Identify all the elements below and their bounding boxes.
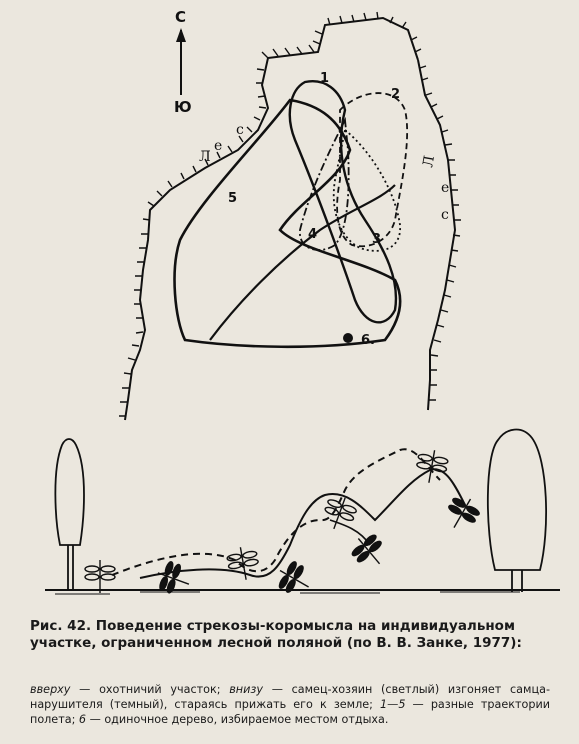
trajectory-label-3: 3 <box>372 232 382 247</box>
legend-range-text: — разные траектории полета; <box>30 698 550 726</box>
compass-arrow-icon <box>176 28 186 42</box>
trajectory-label-5: 5 <box>228 191 238 206</box>
compass-south-label: Ю <box>174 98 192 116</box>
dragonfly-intruder-icon <box>347 529 391 574</box>
trajectory-3 <box>334 130 400 251</box>
edge-label-right-l: Л <box>420 154 438 169</box>
legend-top-label: вверху <box>30 683 71 696</box>
legend-top-text: — охотничий участок; <box>70 683 230 696</box>
flight-trajectories <box>175 81 408 347</box>
figure-legend <box>30 682 550 727</box>
trajectory-label-6: 6. <box>361 333 375 348</box>
edge-label-left-e: е <box>214 138 223 154</box>
trajectory-label-2: 2 <box>391 87 401 102</box>
compass <box>174 8 192 116</box>
intruder-chase-path <box>140 469 465 578</box>
legend-bottom-text: — самец-хозяин (светлый) изгоняет самца-нарушителя (темный), стараясь прижать его к земле; <box>30 683 550 711</box>
dragonfly-host-icon <box>85 560 115 593</box>
forest-edge-right <box>418 60 455 410</box>
forest-edge-left <box>125 18 418 420</box>
legend-range-label: 1—5 <box>380 698 406 711</box>
legend-six-text: — одиночное дерево, избираемое местом отдыха. <box>86 713 389 726</box>
tree-right-icon <box>488 430 546 592</box>
legend-six-label: 6 <box>78 713 87 726</box>
chase-scene <box>45 430 560 600</box>
figure-caption: Рис. 42. Поведение стрекозы-коромысла на индивидуальном участке, ограниченном лесной поляной (по В. В. Занке, 1977): <box>30 618 522 651</box>
edge-label-right-e: е <box>441 180 450 196</box>
trajectory-label-4: 4 <box>308 227 318 242</box>
legend-bottom-label: внизу <box>229 683 263 696</box>
edge-label-right-s: с <box>441 207 449 223</box>
trajectory-label-1: 1 <box>320 71 330 86</box>
edge-label-left-l: Л <box>199 149 211 165</box>
host-chase-path <box>112 449 440 575</box>
dragonfly-host-icon <box>320 493 359 534</box>
rest-tree-marker <box>343 333 353 343</box>
tree-left-icon <box>55 439 84 590</box>
compass-north-label: С <box>175 8 187 26</box>
dragonfly-host-icon <box>414 448 449 486</box>
edge-label-left-s: с <box>236 122 244 138</box>
trajectory-2 <box>337 93 407 246</box>
